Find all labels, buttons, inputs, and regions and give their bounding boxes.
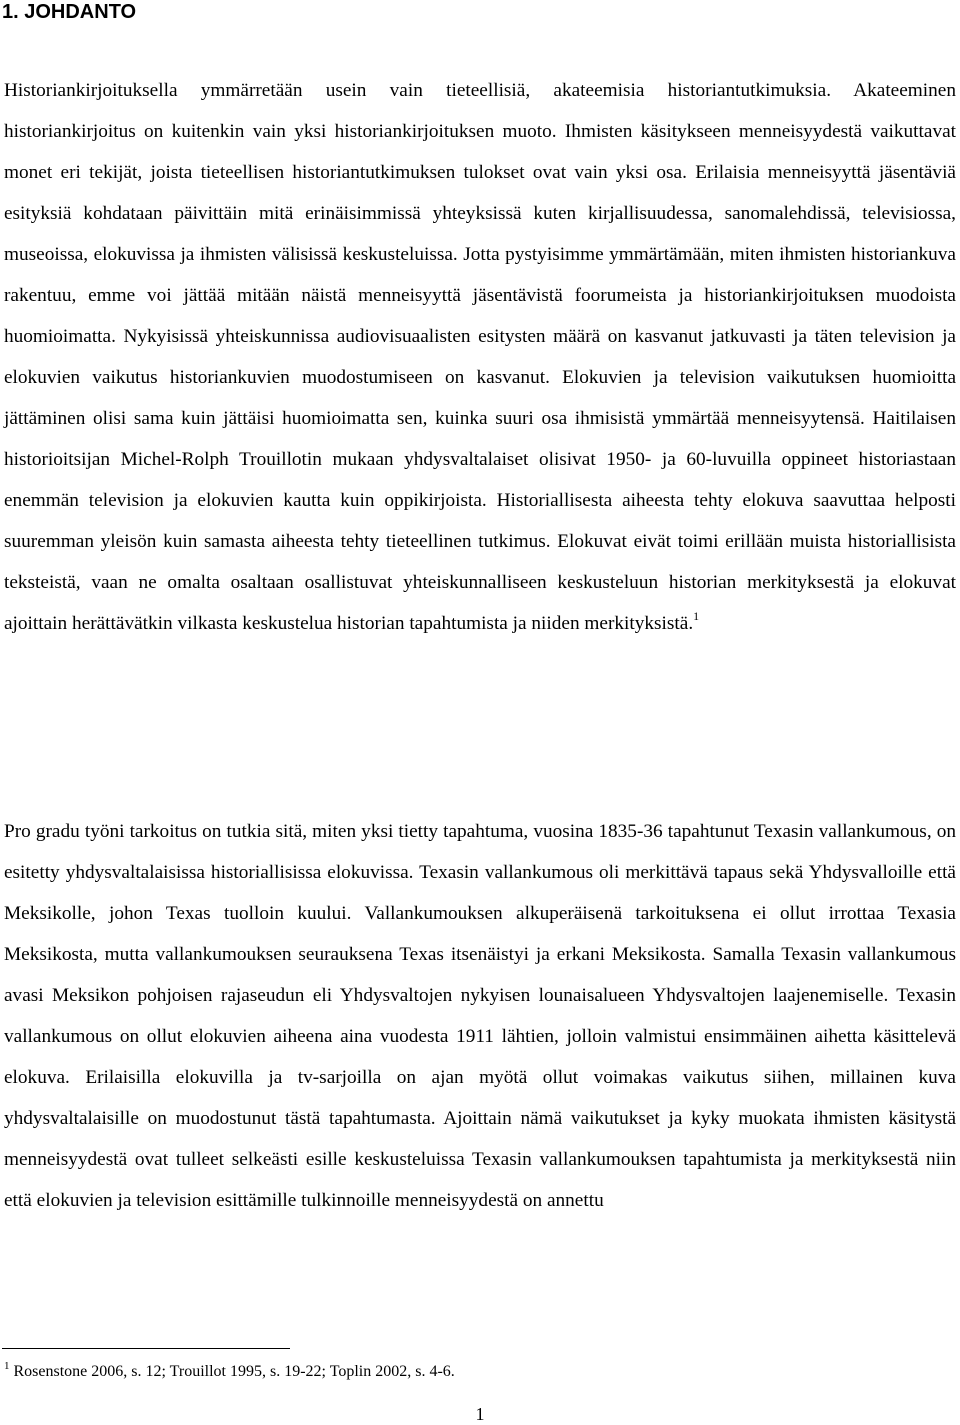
paragraph-1-text: Historiankirjoituksella ymmärretään usein vain tieteellisiä, akateemisia historiantutkimuksia. Akateeminen historiankirjoitus on kuitenkin vain yksi historiankirjoituksen muoto. Ihmisten käsitykseen menneisyydestä vaikuttavat monet eri tekijät, joista tieteellisen historiantutkimuksen tulokset ovat vain yksi osa. Erilaisia menneisyyttä jäsentäviä esityksiä kohdataan päivittäin mitä erinäisimmissä yhteyksissä kuten kirjallisuudessa, sanomalehdissä, televisiossa, museoissa, elokuvissa ja ihmisten välisissä keskusteluissa. Jotta pystyisimme ymmärtämään, miten ihmisten historiankuva rakentuu, emme voi jättää mitään näistä menneisyyttä jäsentävistä foorumeista ja historiankirjoituksen muodoista huomioimatta. Nykyisissä yhteiskunnissa audiovisuaalisten esitysten määrä on kasvanut jatkuvasti ja täten television ja elokuvien vaikutus historiankuvien muodostumiseen on kasvanut. Elokuvien ja television vaikutuksen huomioitta jättäminen olisi sama kuin jättäisi huomioimatta sen, kuinka suuri osa ihmisistä ymmärtää menneisyytensä. Haitilaisen historioitsijan Michel-Rolph Trouillotin mukaan yhdysvaltalaiset olisivat 1950- ja 60-luvuilla oppineet historiastaan enemmän television ja elokuvien kautta kuin oppikirjoista. Historiallisesta aiheesta tehty elokuva saavuttaa helposti suuremman yleisön kuin samasta aiheesta tehty tieteellinen tutkimus. Elokuvat eivät toimi erillään muista historiallisista teksteistä, vaan ne omalta osaltaan osallistuvat yhteiskunnalliseen keskusteluun historian merkityksestä ja elokuvat ajoittain herättävätkin vilkasta keskustelua historian tapahtumista ja niiden merkityksistä. (4, 80, 956, 634)
footnote-text: Rosenstone 2006, s. 12; Trouillot 1995, s. 19-22; Toplin 2002, s. 4-6. (9, 1363, 455, 1380)
intro-paragraph-1 (4, 70, 956, 644)
footnote (4, 1360, 455, 1384)
footnote-reference: 1 (693, 609, 700, 623)
intro-paragraph-2 (4, 811, 956, 1221)
chapter-heading: 1. JOHDANTO (2, 1, 137, 23)
footnote-marker: 1 (4, 1360, 10, 1372)
paragraph-2-text: Pro gradu työni tarkoitus on tutkia sitä, miten yksi tietty tapahtuma, vuosina 1835-36 tapahtunut Texasin vallankumous, on esitetty yhdysvaltalaisissa historiallisissa elokuvissa. Texasin vallankumous oli merkittävä tapaus sekä Yhdysvalloille että Meksikolle, johon Texas tuolloin kuului. Vallankumouksen alkuperäisenä tarkoituksena ei ollut irrottaa Texasia Meksikosta, mutta vallankumouksen seurauksena Texas itsenäistyi ja erkani Meksikosta. Samalla Texasin vallankumous avasi Meksikon pohjoisen rajaseudun eli Yhdysvaltojen nykyisen lounaisalueen Yhdysvaltojen laajenemiselle. Texasin vallankumous on ollut elokuvien aiheena aina vuodesta 1911 lähtien, jolloin valmistui ensimmäinen aihetta käsittelevä elokuva. Erilaisilla elokuvilla ja tv-sarjoilla on ajan myötä ollut voimakas vaikutus siihen, millainen kuva yhdysvaltalaisille on muodostunut tästä tapahtumasta. Ajoittain nämä vaikutukset ja kyky muokata ihmisten käsitystä menneisyydestä ovat tulleet selkeästi esille keskusteluissa Texasin vallankumouksen tapahtumista ja merkityksestä niin että elokuvien ja television esittämille tulkinnoille menneisyydestä on annettu (4, 821, 956, 1211)
footnote-separator (2, 1348, 290, 1349)
page-number: 1 (475, 1404, 485, 1424)
